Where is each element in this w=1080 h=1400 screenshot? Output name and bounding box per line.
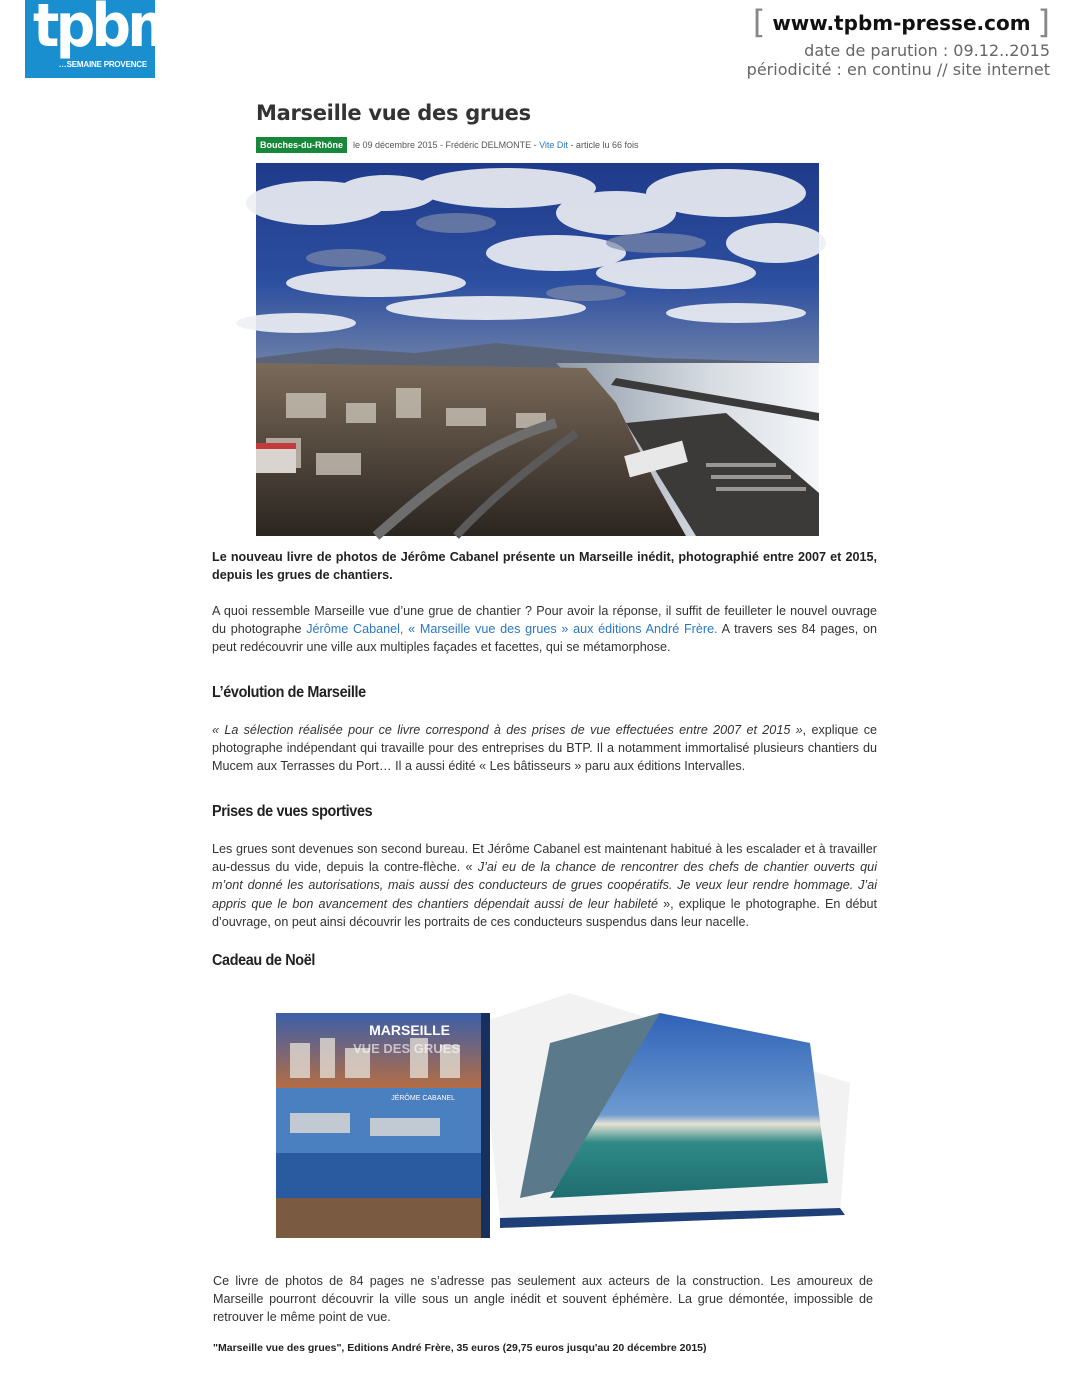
byline-prefix: le 09 décembre 2015 - Frédéric DELMONTE -	[353, 139, 540, 150]
section-evolution-text: « La sélection réalisée pour ce livre correspond à des prises de vue effectuées entre 2007 et 2015 », explique ce photographe indépendant qui travaille pour des entreprises du BTP. Il a notamment immortalisé plusieurs chantiers du Mucem aux Terrasses du Port… Il a aussi édité « Les bâtisseurs » paru aux éditions Intervalles.	[212, 723, 877, 774]
book-photo	[250, 983, 870, 1255]
book-cover-subtitle: VUE DES GRUES	[353, 1041, 460, 1056]
press-website[interactable]	[747, 4, 1050, 41]
book-caption: "Marseille vue des grues", Editions André Frère, 35 euros (29,75 euros jusqu'au 20 décembre 2015)	[213, 1342, 707, 1354]
article-intro: A quoi ressemble Marseille vue d’une grue de chantier ? Pour avoir la réponse, il suffit de feuilleter le nouvel ouvrage du photographe Jérôme Cabanel, « Marseille vue des grues » aux éditions André Frère. A travers ses 84 pages, on peut redécouvrir une ville aux multiples façades et facettes, qui se métamorphose.	[212, 604, 877, 655]
article-closing: Ce livre de photos de 84 pages ne s’adresse pas seulement aux acteurs de la construction. Les amoureux de Marseille pourront découvrir la ville sous un angle inédit et souvent éphémère. La grue démontée, impossible de retrouver le même point de vue.	[213, 1274, 873, 1325]
website-url[interactable]: www.tpbm-presse.com	[772, 11, 1031, 35]
section-title-evolution: L’évolution de Marseille	[212, 684, 366, 701]
bracket-left: [	[752, 3, 766, 41]
book-cover-title: MARSEILLE	[369, 1022, 450, 1038]
byline-link[interactable]: Vite Dit	[539, 139, 568, 150]
section-title-sportives: Prises de vues sportives	[212, 803, 373, 820]
hero-photo	[256, 163, 819, 536]
article-title: Marseille vue des grues	[256, 101, 531, 125]
press-info	[747, 4, 1050, 79]
byline-suffix: - article lu 66 fois	[567, 139, 639, 150]
section-sportives-text: Les grues sont devenues son second bureau. Et Jérôme Cabanel est maintenant habitué à les escalader et à travailler au-dessus du vide, depuis la contre-flèche. « J’ai eu de la chance de rencontrer des chefs de chantier ouverts qui m’ont donné les autorisations, mais aussi des conducteurs de grues coopératifs. Je veux leur rendre hommage. J’ai appris que le bon avancement des chantiers dépendait aussi de leur habileté », explique le photographe. En début d’ouvrage, on peut ainsi découvrir les portraits de ces conducteurs suspendus dans leur nacelle.	[212, 842, 878, 929]
publication-date: date de parution : 09.12..2015	[804, 41, 1050, 60]
book-illustration	[250, 983, 870, 1255]
logo-wordmark: tpbm	[33, 0, 182, 61]
marseille-aerial-photo	[256, 163, 819, 536]
article-meta	[256, 137, 638, 152]
book-link[interactable]: Jérôme Cabanel, « Marseille vue des grues » aux éditions André Frère.	[306, 622, 718, 637]
periodicity: périodicité : en continu // site internet	[746, 60, 1050, 79]
book-cover-author: JÉRÔME CABANEL	[391, 1095, 455, 1102]
bracket-right: ]	[1037, 3, 1050, 41]
category-tag[interactable]: Bouches-du-Rhône	[256, 137, 347, 153]
article-lead: Le nouveau livre de photos de Jérôme Cabanel présente un Marseille inédit, photographié entre 2007 et 2015, depuis les grues de chantiers.	[212, 550, 877, 583]
section-title-noel: Cadeau de Noël	[212, 952, 315, 969]
tpbm-logo[interactable]	[25, 0, 182, 78]
logo-subtitle: …SEMAINE PROVENCE	[58, 60, 147, 69]
